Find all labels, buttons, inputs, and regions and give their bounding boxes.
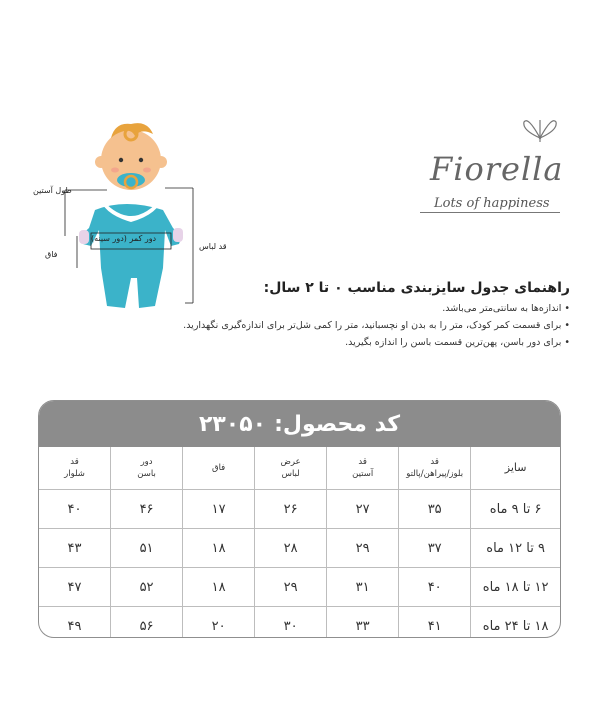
table-cell: ۹ تا ۱۲ ماه xyxy=(470,529,560,567)
table-cell: ۱۸ تا ۲۴ ماه xyxy=(470,607,560,638)
product-code-value: ۲۳۰۵۰ xyxy=(198,411,267,437)
column-header-sleeve-length: قد آستین xyxy=(326,447,398,489)
table-cell: ۴۹ xyxy=(67,618,82,634)
brand-name: Fiorella xyxy=(430,150,564,188)
label-crotch: فاق xyxy=(45,250,58,259)
brand-tagline: Lots of happiness xyxy=(434,196,550,211)
table-cell: ۶ تا ۹ ماه xyxy=(470,490,560,528)
table-row xyxy=(39,568,560,606)
table-cell: ۵۲ xyxy=(110,568,182,606)
table-cell: ۴۰ xyxy=(67,501,82,517)
column-header-size: سایز xyxy=(470,447,560,489)
table-cell: ۲۷ xyxy=(326,490,398,528)
table-cell: ۱۷ xyxy=(182,490,254,528)
size-guide xyxy=(150,280,570,351)
table-row xyxy=(39,529,560,567)
guide-note: • اندازه‌ها به سانتی‌متر می‌باشد. xyxy=(442,303,570,314)
table-cell: ۳۱ xyxy=(326,568,398,606)
size-table xyxy=(39,447,560,638)
table-cell: ۳۳ xyxy=(326,607,398,638)
guide-title: راهنمای جدول سایزبندی مناسب ۰ تا ۲ سال: xyxy=(263,280,570,296)
product-code-label: کد محصول: xyxy=(274,411,401,437)
table-cell: ۲۶ xyxy=(254,490,326,528)
column-header-top-length: قد بلوز/پیراهن/پالتو xyxy=(398,447,470,489)
guide-note: • برای قسمت کمر کودک، متر را به بدن او نچسبانید، متر را کمی شل‌تر برای اندازه‌گیری نگهدارید. xyxy=(183,320,570,331)
brand-underline xyxy=(420,212,560,213)
table-header-row xyxy=(39,447,560,489)
guide-note: • برای دور باسن، پهن‌ترین قسمت باسن را اندازه بگیرید. xyxy=(345,337,570,348)
column-header-hip: دور باسن xyxy=(110,447,182,489)
table-cell: ۲۹ xyxy=(254,568,326,606)
table-cell: ۴۰ xyxy=(398,568,470,606)
label-sleeve-length: طول آستین xyxy=(33,186,72,195)
table-cell: ۱۸ xyxy=(182,568,254,606)
brand-logo xyxy=(420,112,570,227)
size-table-card xyxy=(38,400,561,638)
column-header-garment-width: عرض لباس xyxy=(254,447,326,489)
table-cell: ۱۲ تا ۱۸ ماه xyxy=(470,568,560,606)
table-cell: ۴۳ xyxy=(67,540,82,556)
table-row xyxy=(39,490,560,528)
table-cell: ۳۷ xyxy=(398,529,470,567)
label-garment-length: قد لباس xyxy=(199,242,227,251)
table-cell: ۲۸ xyxy=(254,529,326,567)
table-cell: ۵۶ xyxy=(110,607,182,638)
column-header-pants-length: قد شلوار xyxy=(64,457,85,479)
table-cell: ۲۹ xyxy=(326,529,398,567)
table-cell: ۲۰ xyxy=(182,607,254,638)
table-cell: ۵۱ xyxy=(110,529,182,567)
column-header-crotch: فاق xyxy=(182,447,254,489)
table-row xyxy=(39,607,560,638)
table-cell: ۳۵ xyxy=(398,490,470,528)
label-waist: دور کمر (دور سینه) xyxy=(91,234,157,243)
table-cell: ۴۶ xyxy=(110,490,182,528)
table-cell: ۴۷ xyxy=(67,579,82,595)
table-cell: ۱۸ xyxy=(182,529,254,567)
table-cell: ۳۰ xyxy=(254,607,326,638)
product-code-header xyxy=(39,401,560,447)
butterfly-icon xyxy=(520,112,560,144)
table-cell: ۴۱ xyxy=(398,607,470,638)
